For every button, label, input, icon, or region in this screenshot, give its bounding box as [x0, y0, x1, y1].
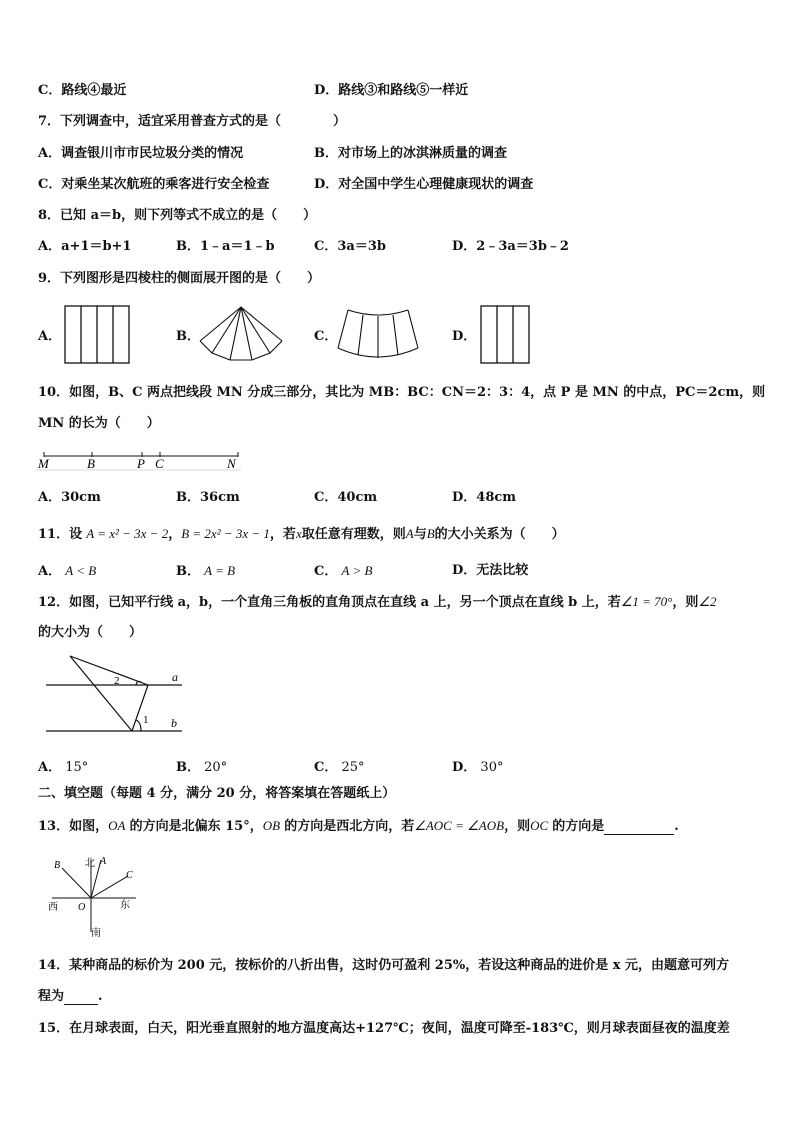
q7-option-a: A．调查银川市市民垃圾分类的情况 — [38, 146, 244, 161]
compass-east-label: 东 — [120, 900, 130, 911]
q10-stem-line2: MN 的长为（ ） — [38, 416, 160, 431]
q7-option-c: C．对乘坐某次航班的乘客进行安全检查 — [38, 177, 270, 192]
ray-a-label: A — [100, 856, 107, 867]
q12-stem-line2: 的大小为（ ） — [38, 625, 143, 640]
q15-stem-line1: 15．在月球表面，白天，阳光垂直照射的地方温度高达+127℃；夜间，温度可降至-183℃，则月球表面昼夜的温度差 — [38, 1021, 730, 1036]
q10-option-c: C．40cm — [314, 490, 378, 505]
q10-option-d: D．48cm — [452, 490, 517, 505]
q9-label-b: B． — [176, 329, 200, 344]
q11-option-a: A． A < B — [38, 563, 97, 579]
compass-south-label: 南 — [91, 928, 101, 939]
q8-option-c: C．3a＝3b — [314, 239, 386, 254]
compass-north-label: 北 — [85, 858, 95, 869]
ray-b-label: B — [54, 860, 61, 871]
line-b-label: b — [171, 716, 177, 730]
point-o-label: O — [78, 902, 86, 913]
q9-label-a: A． — [38, 329, 62, 344]
q7-option-d: D．对全国中学生心理健康现状的调查 — [314, 177, 534, 192]
q9-figure-a — [64, 305, 130, 365]
q8-option-a: A．a+1＝b+1 — [38, 239, 132, 254]
q6-option-c: C．路线④最近 — [38, 83, 127, 98]
q11-expression-b: B = 2x² − 3x − 1 — [181, 526, 270, 541]
q8-option-b: B．1﹣a＝1﹣b — [176, 239, 275, 254]
q10-option-a: A．30cm — [38, 490, 101, 505]
q12-figure — [44, 652, 189, 736]
q8-option-d: D．2﹣3a＝3b﹣2 — [452, 239, 569, 254]
q13-compass-figure — [44, 852, 144, 939]
q14-stem-line2: 程为 . — [38, 989, 103, 1004]
q7-stem: 7．下列调查中，适宜采用普查方式的是（ ） — [38, 114, 347, 129]
q9-label-d: D． — [452, 329, 477, 344]
ray-c-label: C — [126, 870, 133, 881]
q11-option-d: D．无法比较 — [452, 563, 529, 578]
point-p-label: P — [137, 456, 145, 471]
q13-stem: 13．如图，OA 的方向是北偏东 15°，OB 的方向是西北方向，若∠AOC = ∠AOB，则OC 的方向是 . — [38, 818, 679, 834]
q14-answer-blank[interactable] — [64, 991, 98, 1005]
point-m-label: M — [38, 456, 49, 471]
q7-option-b: B．对市场上的冰淇淋质量的调查 — [314, 146, 507, 161]
angle-2-label: 2 — [114, 675, 120, 687]
section-heading-fill-in: 二、填空题（每题 4 分，满分 20 分，将答案填在答题纸上） — [38, 786, 396, 801]
point-c-label: C — [155, 456, 164, 471]
q14-stem-line1: 14．某种商品的标价为 200 元，按标价的八折出售，这时仍可盈利 25%，若设这种商品的进价是 x 元，由题意可列方 — [38, 958, 730, 973]
q12-option-d: D． 30° — [452, 760, 504, 775]
q9-figure-b — [198, 306, 284, 362]
q10-segment-figure — [36, 448, 246, 472]
q11-option-c: C． A > B — [314, 563, 373, 579]
q13-answer-blank[interactable] — [604, 821, 674, 835]
q12-option-a: A． 15° — [38, 760, 89, 775]
compass-west-label: 西 — [48, 902, 58, 913]
angle-1-label: 1 — [143, 714, 149, 726]
line-a-label: a — [172, 670, 178, 684]
q9-label-c: C． — [314, 329, 338, 344]
point-b-label: B — [87, 456, 95, 471]
q10-option-b: B．36cm — [176, 490, 240, 505]
q11-stem: 11．设 A = x² − 3x − 2，B = 2x² − 3x − 1，若x取任意有理数，则A与B的大小关系为（ ） — [38, 526, 565, 542]
q9-figure-d — [480, 305, 530, 365]
q12-stem-line1: 12．如图，已知平行线 a，b，一个直角三角板的直角顶点在直线 a 上，另一个顶点在直线 b 上，若∠1 = 70°，则∠2 — [38, 594, 717, 610]
q9-stem: 9．下列图形是四棱柱的侧面展开图的是（ ） — [38, 271, 321, 286]
q9-figure-c — [336, 308, 420, 360]
q12-option-b: B． 20° — [176, 760, 228, 775]
q6-option-d: D．路线③和路线⑤一样近 — [314, 83, 469, 98]
q11-option-b: B． A = B — [176, 563, 236, 579]
q12-option-c: C． 25° — [314, 760, 365, 775]
q8-stem: 8．已知 a＝b，则下列等式不成立的是（ ） — [38, 208, 317, 223]
q11-expression-a: A = x² − 3x − 2 — [86, 526, 169, 541]
point-n-label: N — [227, 456, 236, 471]
q10-stem-line1: 10．如图，B、C 两点把线段 MN 分成三部分，其比为 MB：BC：CN＝2：3：4，点 P 是 MN 的中点，PC＝2cm，则 — [38, 385, 766, 400]
